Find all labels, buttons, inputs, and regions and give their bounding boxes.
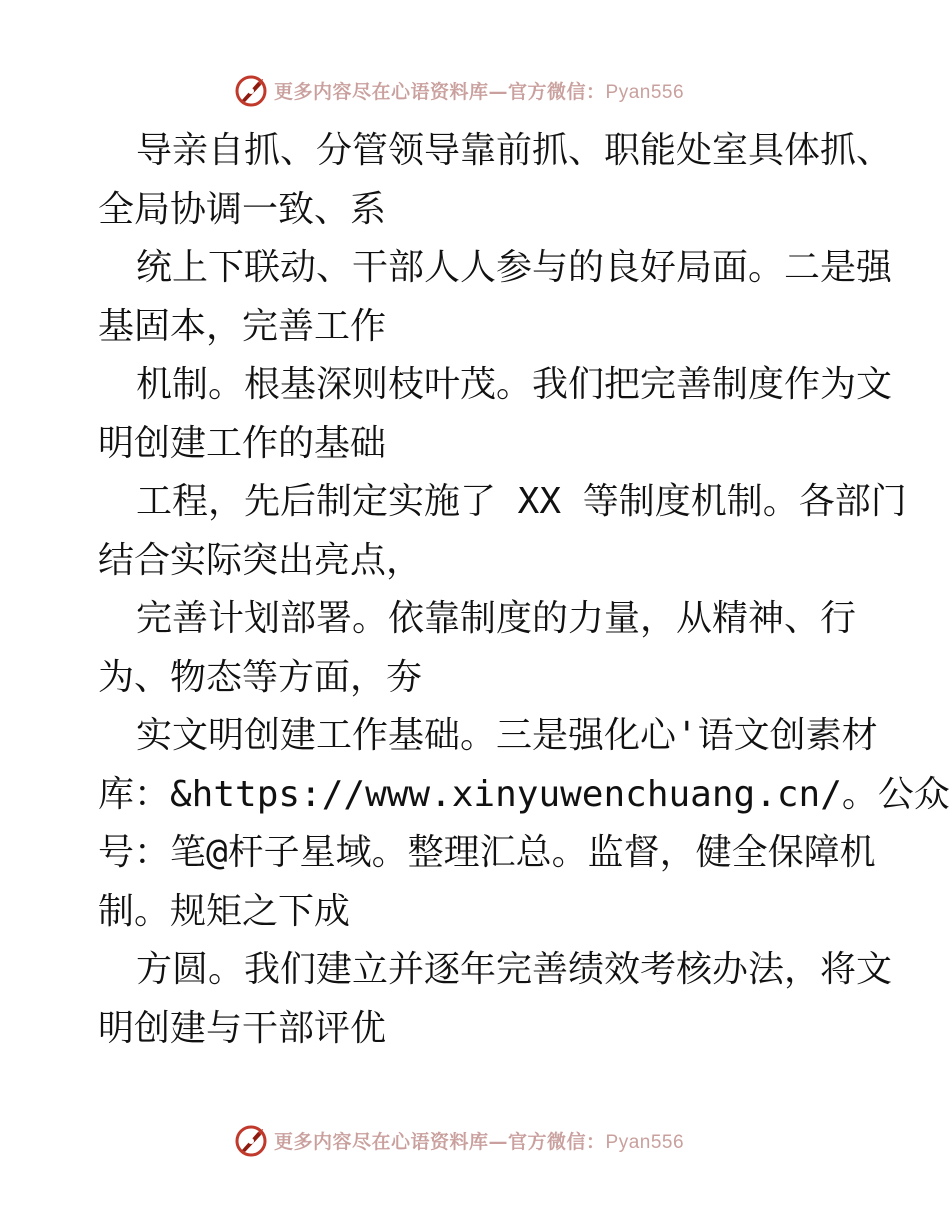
- footer-wechat-handle: Pyan556: [605, 1131, 685, 1153]
- header-banner-text: 更多内容尽在心语资料库—官方微信：Pyan556: [274, 80, 685, 103]
- body-line: 为、物态等方面，夯: [98, 656, 423, 698]
- body-line: 明创建与干部评优: [98, 1007, 387, 1049]
- body-line: 统上下联动、干部人人参与的良好局面。二是强: [136, 247, 893, 288]
- body-line: 制。规矩之下成: [98, 890, 351, 932]
- pen-logo-icon: [234, 1122, 270, 1158]
- document-body: [98, 122, 950, 1058]
- body-line: 完善计划部署。依靠制度的力量，从精神、行: [136, 598, 857, 639]
- body-line: 基固本，完善工作: [98, 305, 387, 347]
- body-line: 库：&https://www.xinyuwenchuang.cn/。公众: [98, 773, 950, 815]
- header-watermark-banner: [234, 70, 714, 110]
- pen-logo-icon: [234, 72, 270, 108]
- body-line: 工程，先后制定实施了 XX 等制度机制。各部门: [136, 481, 907, 522]
- body-line: 机制。根基深则枝叶茂。我们把完善制度作为文: [136, 364, 893, 405]
- footer-banner-text: 更多内容尽在心语资料库—官方微信：Pyan556: [274, 1130, 685, 1153]
- body-line: 号：笔@杆子星域。整理汇总。监督，健全保障机: [98, 832, 876, 873]
- body-line: 明创建工作的基础: [98, 422, 387, 464]
- body-line: 全局协调一致、系: [98, 188, 387, 230]
- body-line: 结合实际突出亮点，: [98, 539, 423, 581]
- body-line: 实文明创建工作基础。三是强化心'语文创素材: [136, 715, 878, 756]
- body-line: 导亲自抓、分管领导靠前抓、职能处室具体抓、: [136, 130, 893, 171]
- header-wechat-handle: Pyan556: [605, 81, 685, 103]
- body-line: 方圆。我们建立并逐年完善绩效考核办法，将文: [136, 949, 893, 990]
- footer-watermark-banner: [234, 1120, 714, 1160]
